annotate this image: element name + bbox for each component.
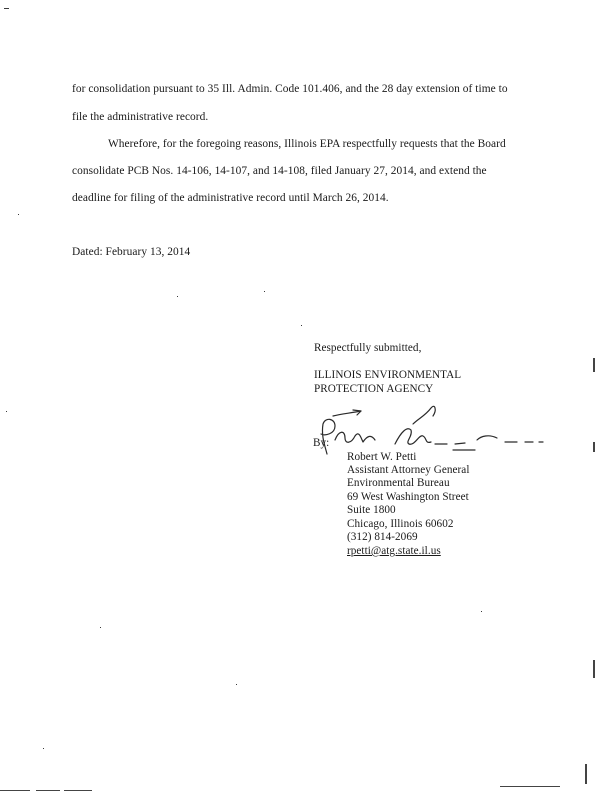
paragraph-1-line-1: for consolidation pursuant to 35 Ill. Admin. Code 101.406, and the 28 day extension of time to	[72, 83, 508, 95]
edge-mark	[500, 786, 560, 787]
address-city: Chicago, Illinois 60602	[347, 518, 454, 530]
agency-line-1: ILLINOIS ENVIRONMENTAL	[314, 369, 462, 381]
phone-number: (312) 814-2069	[347, 531, 418, 543]
signer-name: Robert W. Petti	[347, 451, 417, 463]
signer-bureau: Environmental Bureau	[347, 477, 450, 489]
scan-speck	[264, 291, 265, 292]
scan-speck	[177, 296, 178, 297]
agency-line-2: PROTECTION AGENCY	[314, 383, 434, 395]
scan-speck	[4, 8, 9, 9]
by-label: By:	[313, 437, 330, 449]
scan-speck	[100, 627, 101, 628]
scan-speck	[236, 684, 237, 685]
paragraph-2-line-3: deadline for filing of the administrative record until March 26, 2014.	[72, 192, 389, 204]
edge-mark	[593, 660, 595, 678]
signer-title: Assistant Attorney General	[347, 464, 470, 476]
scan-speck	[43, 748, 44, 749]
scan-speck	[6, 411, 7, 412]
edge-mark	[36, 790, 60, 791]
edge-mark	[64, 790, 92, 791]
edge-mark	[593, 442, 595, 452]
scan-speck	[481, 611, 482, 612]
edge-mark	[0, 790, 30, 791]
handwritten-signature	[305, 404, 550, 462]
scan-speck	[18, 214, 19, 215]
paragraph-2-line-1: Wherefore, for the foregoing reasons, Illinois EPA respectfully requests that the Board	[108, 138, 506, 150]
closing-text: Respectfully submitted,	[314, 342, 422, 354]
address-line-2: Suite 1800	[347, 504, 396, 516]
paragraph-2-line-2: consolidate PCB Nos. 14-106, 14-107, and 14-108, filed January 27, 2014, and extend the	[72, 165, 487, 177]
scan-speck	[301, 325, 302, 326]
email-address: rpetti@atg.state.il.us	[347, 545, 441, 557]
dated-line: Dated: February 13, 2014	[72, 246, 191, 258]
paragraph-1-line-2: file the administrative record.	[72, 111, 209, 123]
edge-mark	[585, 764, 587, 784]
address-line-1: 69 West Washington Street	[347, 491, 469, 503]
edge-mark	[593, 358, 595, 372]
